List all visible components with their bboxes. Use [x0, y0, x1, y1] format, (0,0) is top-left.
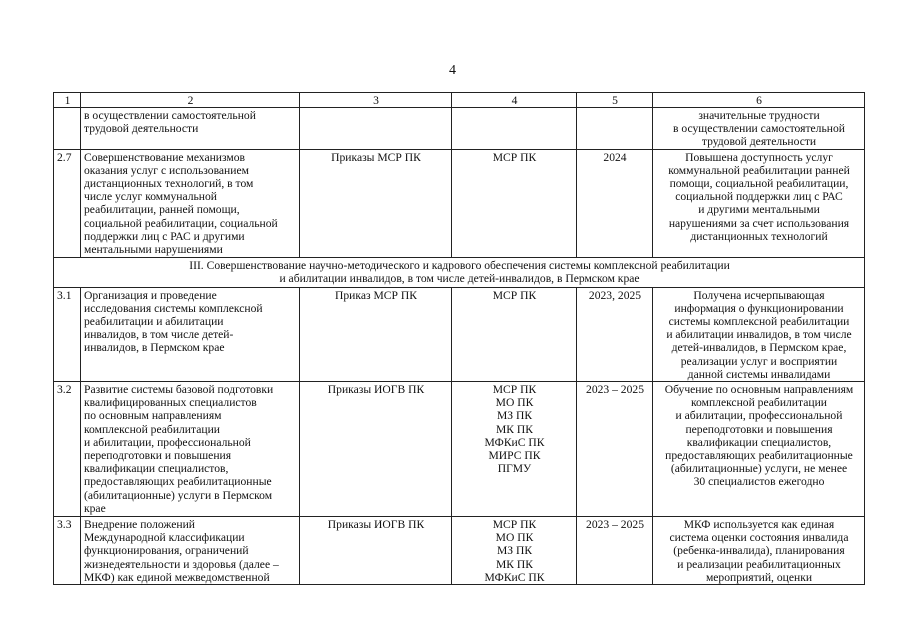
activity-line: жизнедеятельности и здоровья (далее – — [84, 557, 279, 571]
executor-cell — [452, 517, 577, 585]
result-line: Обучение по основным направлениям — [664, 383, 854, 397]
document-cell — [300, 108, 452, 150]
header-col-2: 2 — [81, 93, 300, 108]
result-cell — [653, 517, 865, 585]
activity-line: переподготовки и повышения — [84, 449, 232, 463]
result-line: нарушениями за счет использования — [668, 216, 850, 230]
activity-line: квалифицированных специалистов — [84, 396, 257, 410]
executor-cell — [452, 149, 577, 257]
result-cell — [653, 108, 865, 150]
result-line: Получена исчерпывающая — [693, 288, 825, 302]
result-line: данной системы инвалидами — [687, 367, 831, 381]
row-number: 3.1 — [54, 287, 81, 381]
row-number — [54, 108, 81, 150]
activity-cell — [81, 108, 300, 150]
result-line: значительные трудности — [698, 109, 820, 122]
header-col-1: 1 — [54, 93, 81, 108]
term-cell: 2023 – 2025 — [577, 517, 653, 585]
term-cell: 2023 – 2025 — [577, 382, 653, 517]
result-line: мероприятий, оценки — [705, 570, 813, 584]
executor-line: МЗ ПК — [496, 544, 533, 558]
result-line: и реализации реабилитационных — [677, 557, 841, 571]
section-title — [54, 257, 865, 287]
table-row — [54, 149, 865, 257]
section-title-line: III. Совершенствование научно-методического и кадрового обеспечения системы комплексной реабилитации — [189, 258, 730, 272]
result-line: (ребенка-инвалида), планирования — [673, 544, 845, 558]
result-line: 30 специалистов ежегодно — [693, 475, 825, 489]
result-cell — [653, 382, 865, 517]
result-line: (абилитационные) услуги, не менее — [670, 462, 848, 476]
result-line: социальной поддержки лиц с РАС — [675, 190, 843, 204]
term-cell — [577, 108, 653, 150]
executor-line: МСР ПК — [492, 150, 537, 164]
executor-line: МФКиС ПК — [484, 570, 545, 584]
header-row — [54, 93, 865, 108]
row-number: 3.3 — [54, 517, 81, 585]
activity-line: дистанционных технологий, в том — [84, 177, 254, 191]
result-line: реализации услуг и восприятии — [680, 354, 838, 368]
result-line: переподготовки и повышения — [685, 422, 833, 436]
activity-cell — [81, 382, 300, 517]
executor-line: МО ПК — [495, 396, 534, 410]
result-line: МКФ используется как единая — [683, 518, 835, 532]
activity-line: инвалидов, в Пермском крае — [84, 341, 225, 355]
result-line: и абилитации инвалидов, в том числе — [666, 328, 852, 342]
result-line: информация о функционировании — [674, 301, 844, 315]
table-row — [54, 108, 865, 150]
document-cell: Приказы ИОГВ ПК — [300, 517, 452, 585]
result-line: система оценки состояния инвалида — [669, 531, 849, 545]
activity-line: комплексной реабилитации — [84, 422, 220, 436]
executor-line: МК ПК — [495, 422, 534, 436]
activity-line: Международной классификации — [84, 531, 245, 545]
result-line: в осуществлении самостоятельной — [673, 122, 845, 136]
result-line: коммунальной реабилитации ранней — [668, 163, 850, 177]
activity-line: и абилитации, профессиональной — [84, 435, 251, 449]
activity-line: социальной реабилитации, социальной — [84, 216, 278, 230]
result-line: Повышена доступность услуг — [685, 150, 833, 164]
executor-cell — [452, 382, 577, 517]
result-cell — [653, 287, 865, 381]
executor-line: МЗ ПК — [496, 409, 533, 423]
result-line: квалификации специалистов, — [686, 435, 832, 449]
document-cell: Приказы МСР ПК — [300, 149, 452, 257]
result-line: системы комплексной реабилитации — [668, 315, 850, 329]
activity-line: (абилитационные) услуги в Пермском — [84, 488, 273, 502]
result-line: трудовой деятельности — [701, 135, 817, 149]
table-row — [54, 517, 865, 585]
activity-line: крае — [84, 501, 106, 515]
activity-line: Совершенствование механизмов — [84, 150, 246, 164]
activity-line: Организация и проведение — [84, 288, 217, 302]
executor-line: МО ПК — [495, 531, 534, 545]
section-row — [54, 257, 865, 287]
measures-table — [53, 92, 865, 585]
result-line: помощи, социальной реабилитации, — [669, 177, 849, 191]
activity-line: квалификации специалистов, — [84, 462, 229, 476]
activity-line: поддержки лиц с РАС и другими — [84, 229, 245, 243]
table-row — [54, 287, 865, 381]
table-row — [54, 382, 865, 517]
result-line: и абилитации, профессиональной — [675, 409, 843, 423]
result-line: детей-инвалидов, в Пермском крае, — [671, 341, 847, 355]
header-col-3: 3 — [300, 93, 452, 108]
activity-cell — [81, 149, 300, 257]
executor-line: МСР ПК — [492, 383, 537, 397]
result-line: комплексной реабилитации — [691, 396, 827, 410]
term-cell: 2023, 2025 — [577, 287, 653, 381]
activity-line: реабилитации и абилитации — [84, 315, 224, 329]
term-cell: 2024 — [577, 149, 653, 257]
result-cell — [653, 149, 865, 257]
activity-line: в осуществлении самостоятельной — [84, 109, 256, 122]
section-title-line: и абилитации инвалидов, в том числе детей-инвалидов, в Пермском крае — [279, 271, 640, 285]
activity-cell — [81, 287, 300, 381]
activity-line: функционирования, ограничений — [84, 544, 249, 558]
header-col-6: 6 — [653, 93, 865, 108]
activity-line: трудовой деятельности — [84, 122, 199, 136]
activity-line: исследования системы комплексной — [84, 301, 263, 315]
result-line: и другими ментальными — [698, 203, 820, 217]
activity-line: реабилитации, ранней помощи, — [84, 203, 240, 217]
activity-line: Внедрение положений — [84, 518, 195, 532]
activity-line: инвалидов, в том числе детей- — [84, 328, 234, 342]
activity-line: по основным направлениям — [84, 409, 222, 423]
executor-line: ПГМУ — [497, 462, 532, 476]
executor-cell — [452, 287, 577, 381]
activity-line: Развитие системы базовой подготовки — [84, 383, 274, 397]
executor-line: МК ПК — [495, 557, 534, 571]
activity-line: ментальными нарушениями — [84, 243, 223, 257]
executor-line: МСР ПК — [492, 518, 537, 532]
row-number: 3.2 — [54, 382, 81, 517]
result-line: дистанционных технологий — [690, 229, 828, 243]
executor-line: МФКиС ПК — [484, 435, 545, 449]
header-col-4: 4 — [452, 93, 577, 108]
executor-line: МИРС ПК — [488, 449, 541, 463]
page-number: 4 — [449, 63, 456, 78]
document-cell: Приказ МСР ПК — [300, 287, 452, 381]
activity-line: предоставляющих реабилитационные — [84, 475, 272, 489]
activity-line: числе услуг коммунальной — [84, 190, 218, 204]
row-number: 2.7 — [54, 149, 81, 257]
executor-line: МСР ПК — [492, 288, 537, 302]
activity-cell — [81, 517, 300, 585]
activity-line: МКФ) как единой межведомственной — [84, 570, 270, 584]
header-col-5: 5 — [577, 93, 653, 108]
executor-cell — [452, 108, 577, 150]
document-cell: Приказы ИОГВ ПК — [300, 382, 452, 517]
activity-line: оказания услуг с использованием — [84, 163, 249, 177]
result-line: предоставляющих реабилитационные — [665, 449, 853, 463]
